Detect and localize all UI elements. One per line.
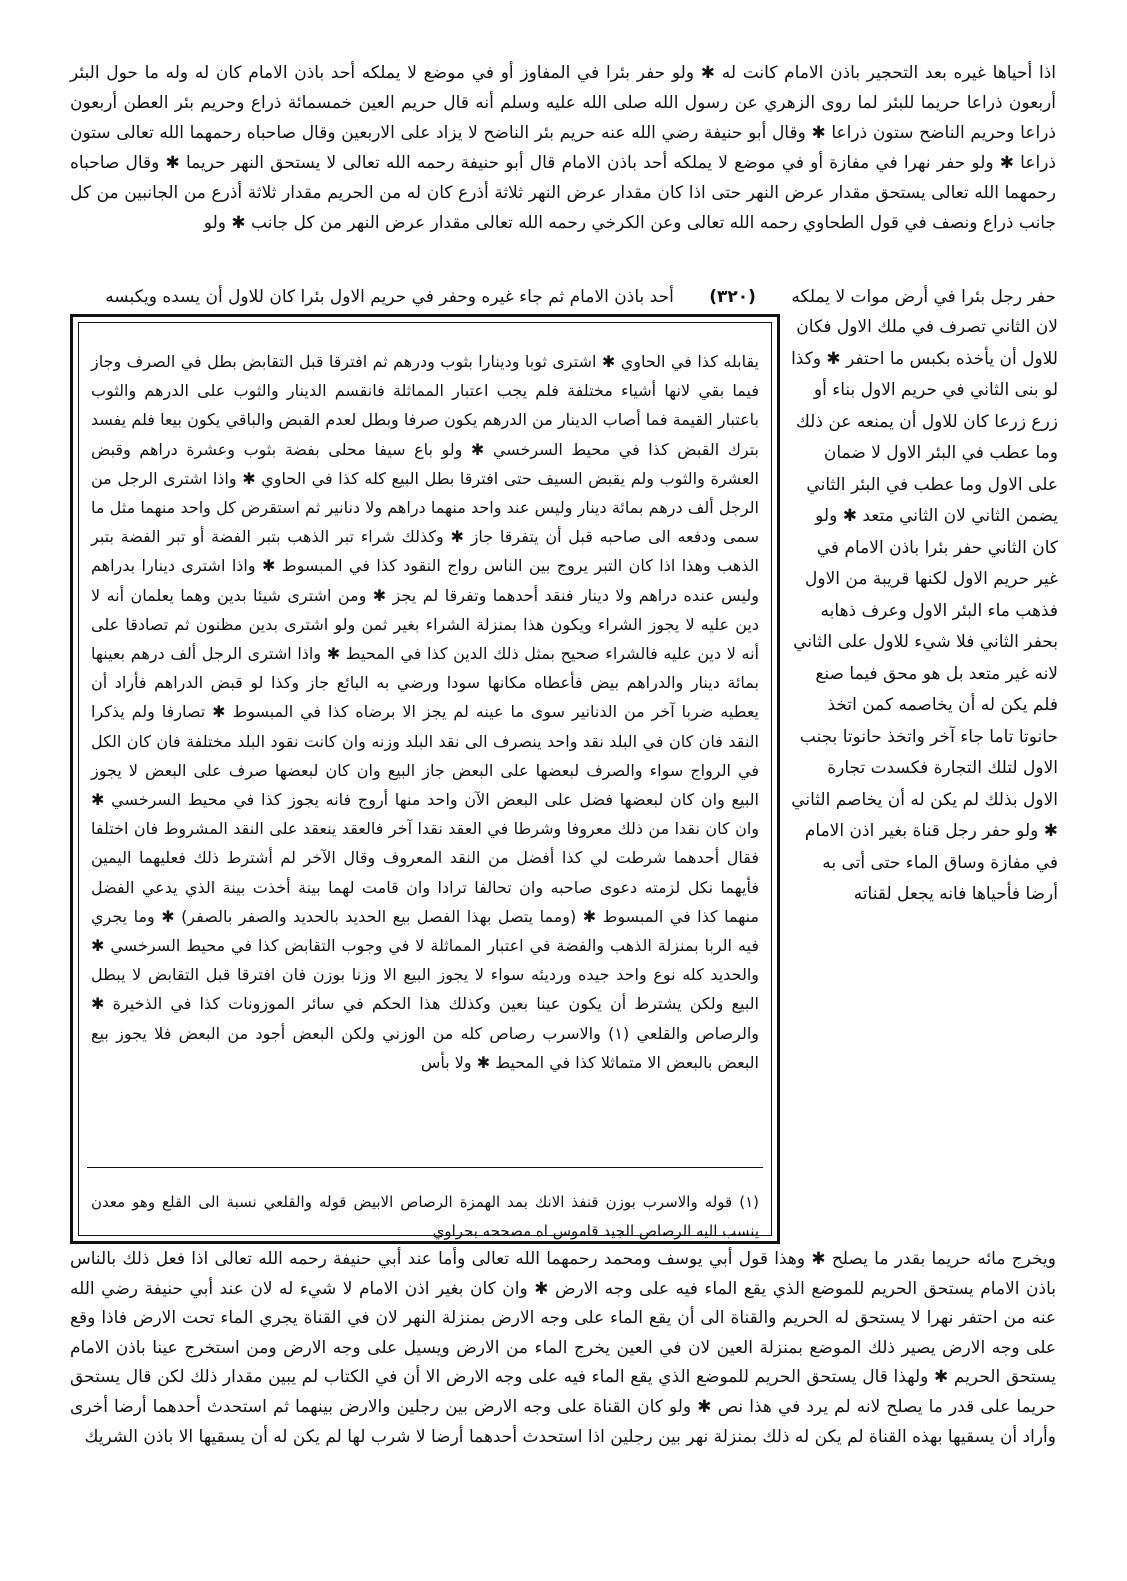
footnote-divider: [87, 1167, 763, 1168]
margin-box-footnote: (١) قوله والاسرب بوزن قنفذ الانك بمد الهمزة الرصاص الابيض قوله والقلعي نسبة الى القلع وهو معدن ينسب اليه الرصاص الجيد قاموس اه مصححه بحراوي: [91, 1193, 759, 1240]
margin-box: [70, 314, 780, 1244]
folio-line-left-text: أحد باذن الامام ثم جاء غيره وحفر في حريم الاول بئرا كان للاول أن يسده ويكبسه: [105, 287, 674, 307]
margin-box-text: يقابله كذا في الحاوي ✱ اشترى ثوبا ودينارا بثوب ودرهم ثم افترقا قبل التقابض بطل في الصرف وجاز فيما بقي لانها أشياء مختلفة فلم يجب اعتبار المماثلة فانقسم الدينار والثوب على الدرهم والثوب باعتبار القيمة فما أصاب الدينار من الدرهم يكون صرفا وبطل لعدم القبض والباقي يكون بيعا فلم يفسد بترك القبض كذا في محيط السرخسي ✱ ولو باع سيفا محلى بفضة بثوب وعشرة دراهم وقبض العشرة والثوب ولم يقبض السيف حتى افترقا بطل البيع كله كذا في الحاوي ✱ واذا اشترى الرجل من الرجل ألف درهم بمائة دينار وليس عند واحد منهما دراهم ولا دنانير ثم استقرض كل واحد منهما مثل ما سمى ودفعه الى صاحبه قبل أن يتفرقا جاز ✱ وكذلك شراء تبر الذهب بتبر الفضة أو تبر الفضة بتبر الذهب وهذا اذا كان التبر يروج بين الناس رواج النقود كذا في المبسوط ✱ واذا اشترى دينارا بدراهم وليس عنده دراهم ولا دينار فنقد أحدهما وتفرقا لم يجز ✱ ومن اشترى شيئا بدين وهما يعلمان أنه لا دين عليه لا يجوز الشراء ويكون هذا بمنزلة الشراء بغير ثمن ولو اشترى بدين مظنون ثم تصادقا على أنه لا دين عليه فالشراء صحيح بمثل ذلك الدين كذا في المحيط ✱ واذا اشترى الرجل ألف درهم بعينها بمائة دينار والدراهم بيض فأعطاه مكانها سودا ورضي به البائع جاز وكذا لو قبض الدراهم فأراد أن يعطيه ضربا آخر من الدنانير سوى ما عينه لم يجز الا برضاه كذا في المبسوط ✱ تصارفا ولم يذكرا النقد فان كان في البلد نقد واحد ينصرف الى نقد البلد وزنه وان كانت نقود البلد مختلفة فان كان الكل في الرواج سواء والصرف لبعضها على البعض جاز البيع وان كان لبعضها صرف على البعض لا يجوز البيع وان كان لبعضها فضل على البعض الآن واحد منها أروج فانه يجوز كذا في محيط السرخسي ✱ وان كان نقدا من ذلك معروفا وشرطا في العقد نقدا آخر فالعقد ينعقد على النقد المشروط فان اختلفا فقال أحدهما شرطت لي كذا أفضل من النقد المعروف وقال الآخر لم أشترط ذلك فعليهما اليمين فأيهما نكل لزمته دعوى صاحبه وان تحالفا ترادا وان قامت لهما بينة أخذت بينة الذي يدعي الفضل منهما كذا في المبسوط ✱ (ومما يتصل بهذا الفصل بيع الحديد بالحديد والصفر بالصفر) ✱ وما يجري فيه الربا بمنزلة الذهب والفضة في اعتبار المماثلة لا في وجوب التقابض كذا في محيط السرخسي ✱ والحديد كله نوع واحد جيده ورديئه سواء لا يجوز البيع الا وزنا بوزن فان افترقا قبل التقابض لا يبطل البيع ولكن يشترط أن يكون عينا بعين وكذلك هذا الحكم في سائر الموزونات كذا في الذخيرة ✱ والرصاص والقلعي (١) والاسرب رصاص كله من الوزني ولكن البعض أجود من البعض فلا يجوز بيع البعض بالبعض الا متماثلا كذا في المحيط ✱ ولا بأس: [91, 352, 759, 1072]
folio-line: [70, 282, 1056, 312]
bottom-paragraph: ويخرج مائه حريما بقدر ما يصلح ✱ وهذا قول أبي يوسف ومحمد رحمهما الله تعالى وأما عند أبي حنيفة رحمه الله تعالى اذا فعل ذلك بالناس باذن الامام يستحق الحريم للموضع الذي يقع الماء فيه على وجه الارض ✱ وان كان بغير اذن الامام لا شيء له لان عند أبي حنيفة رضي الله عنه من احتفر نهرا لا يستحق له الحريم والقناة الى أن يقع الماء على وجه الارض بمنزلة النهر لان في القناة يجري الماء تحت الارض فاذا وقع على وجه الارض يصير ذلك الموضع بمنزلة العين لان في العين يخرج الماء من الارض ويسيل على وجه الارض ومن استخرج عينا باذن الامام يستحق الحريم ✱ ولهذا قال يستحق الحريم للموضع الذي يقع الماء فيه على وجه الارض الا أن في الكتاب لم يبين مقدار ذلك لكن قال يستحق حريما على قدر ما يصلح لانه لم يرد في هذا نص ✱ ولو كان القناة على وجه الارض بين رجلين والارض بينهما ثم استحدث أحدهما أرضا أخرى وأراد أن يسقيها بهذه القناة لم يكن له ذلك بمنزلة نهر بين رجلين اذا استحدث أحدهما أرضا لا شرب لها لم يكن له أن يسقيها الا باذن الشريك: [70, 1249, 1056, 1447]
side-column-text: لان الثاني تصرف في ملك الاول فكان للاول أن يأخذه بكبس ما احتفر ✱ وكذا لو بنى الثاني في حريم الاول بناء أو زرع زرعا كان للاول أن يمنعه عن ذلك وما عطب في البئر الاول لا ضمان على الاول وما عطب في البئر الثاني يضمن الثاني لان الثاني متعد ✱ ولو كان الثاني حفر بئرا باذن الامام في غير حريم الاول لكنها قريبة من الاول فذهب ماء البئر الاول وعرف ذهابه بحفر الثاني فلا شيء للاول على الثاني لانه غير متعد بل هو محق فيما صنع فلم يكن له أن يخاصمه كمن اتخذ حانوتا تاما جاء آخر واتخذ حانوتا بجنب الاول لتلك التجارة فكسدت تجارة الاول بذلك لم يكن له أن يخاصم الثاني ✱ ولو حفر رجل قناة بغير اذن الامام في مفازة وساق الماء حتى أتى به أرضا فأحياها فانه يجعل لقناته: [791, 317, 1058, 904]
folio-line-right-text: حفر رجل بئرا في أرض موات لا يملكه: [791, 287, 1056, 307]
page-number: (٣٢٠): [709, 287, 756, 307]
top-paragraph: اذا أحياها غيره بعد التحجير باذن الامام كانت له ✱ ولو حفر بئرا في المفاوز أو في موضع لا يملكه أحد باذن الامام كان له وله ما حول البئر أربعون ذراعا حريما للبئر لما روى الزهري عن رسول الله صلى الله عليه وسلم أنه قال حريم العين خمسمائة ذراع وحريم بئر العطن أربعون ذراعا وحريم الناضح ستون ذراعا ✱ وقال أبو حنيفة رضي الله عنه حريم بئر الناضح لا يزاد على الاربعين وقال صاحباه رحمهما الله تعالى ستون ذراعا ✱ ولو حفر نهرا في مفازة أو في موضع لا يملكه أحد باذن الامام قال أبو حنيفة رحمه الله تعالى لا يستحق النهر حريما ✱ وقال صاحباه رحمهما الله تعالى يستحق مقدار عرض النهر حتى اذا كان مقدار عرض النهر ثلاثة أذرع كان له من الحريم مقدار ثلاثة أذرع من الجانبين من كل جانب ذراع ونصف في قول الطحاوي رحمه الله تعالى وعن الكرخي رحمه الله تعالى مقدار عرض النهر من كل جانب ✱ ولو: [70, 63, 1056, 233]
margin-box-inner-frame: [78, 322, 772, 1240]
